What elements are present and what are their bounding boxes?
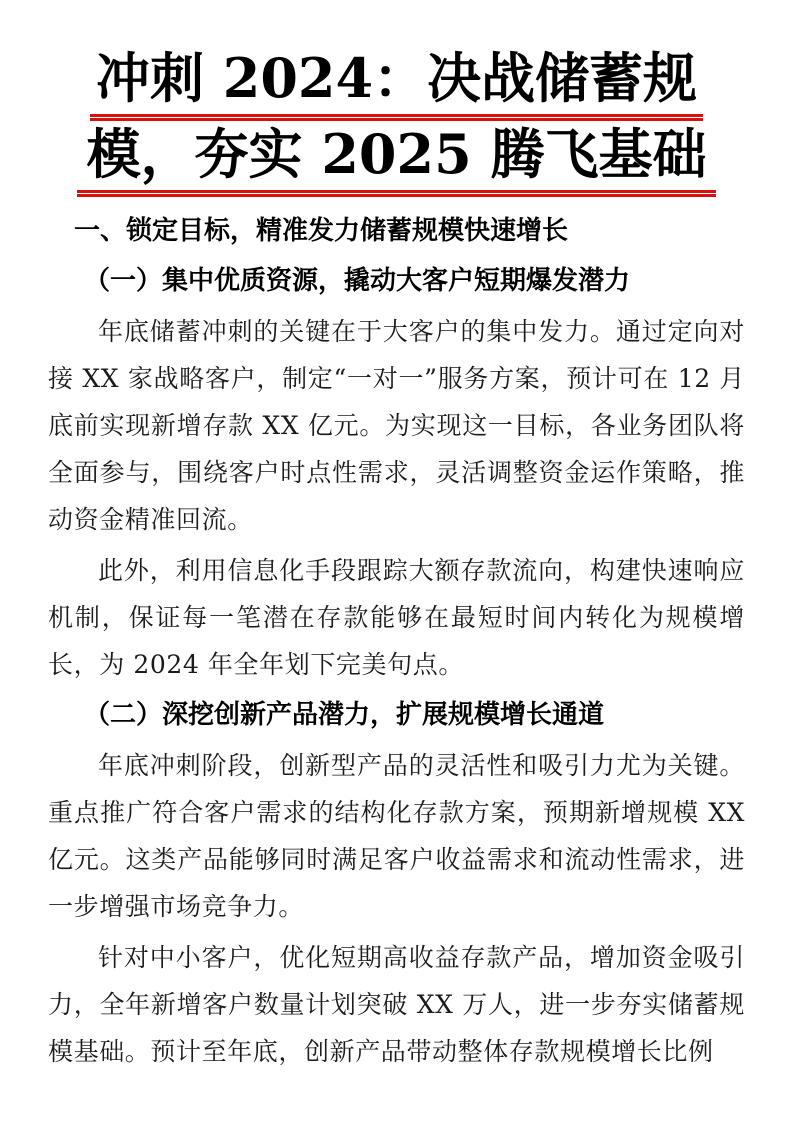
page-title [0,0,793,194]
page-title-line-2-text: 模，夯实 2025 腾飞基础 [87,118,707,194]
subsection-heading-1: （一）集中优质资源，撬动大客户短期爆发潜力 [84,266,631,296]
page-title-line-1-text: 冲刺 2024：决战储蓄规 [96,42,697,118]
document-body [0,194,793,1075]
body-paragraph-4: 针对中小客户，优化短期高收益存款产品，增加资金吸引力，全年新增客户数量计划突破 XX 万人，进一步夯实储蓄规模基础。预计至年底，创新产品带动整体存款规模增长比例 [48,943,745,1066]
section-heading-1: 一、锁定目标，精准发力储蓄规模快速增长 [74,216,569,246]
body-paragraph-3: 年底冲刺阶段，创新型产品的灵活性和吸引力尤为关键。重点推广符合客户需求的结构化存款方案，预期新增规模 XX 亿元。这类产品能够同时满足客户收益需求和流动性需求，进一步增强市场竞争力。 [48,751,745,921]
subsection-heading-2: （二）深挖创新产品潜力，扩展规模增长通道 [84,700,605,730]
body-paragraph-2: 此外，利用信息化手段跟踪大额存款流向，构建快速响应机制，保证每一笔潜在存款能够在最短时间内转化为规模增长，为 2024 年全年划下完美句点。 [48,556,745,679]
page-title-line-2 [22,118,771,194]
page-title-line-1 [22,42,771,118]
body-paragraph-1: 年底储蓄冲刺的关键在于大客户的集中发力。通过定向对接 XX 家战略客户，制定“一对一”服务方案，预计可在 12 月底前实现新增存款 XX 亿元。为实现这一目标，各业务团队将全面参与，围绕客户时点性需求，灵活调整资金运作策略，推动资金精准回流。 [48,317,745,534]
